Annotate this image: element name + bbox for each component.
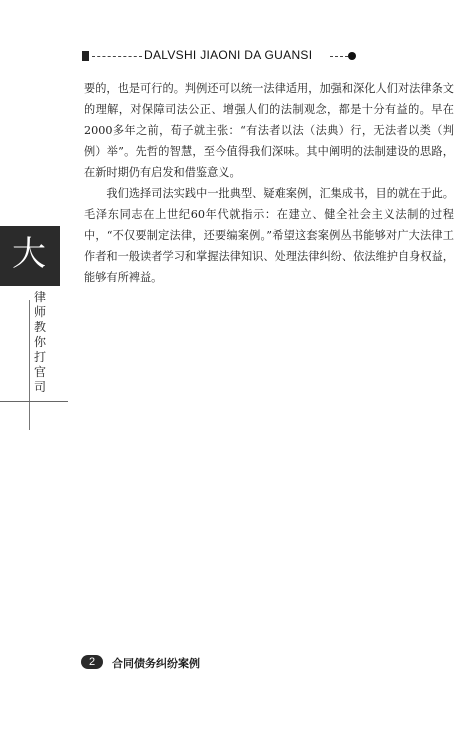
header-dot-mark bbox=[348, 52, 356, 60]
side-char: 司 bbox=[33, 380, 46, 394]
page-number: 2 bbox=[81, 655, 103, 669]
header-dash-right bbox=[330, 56, 348, 57]
side-series-title bbox=[32, 290, 48, 395]
side-char: 师 bbox=[33, 305, 46, 319]
side-series-block bbox=[0, 226, 60, 286]
header-square-mark bbox=[82, 51, 89, 61]
header-title: DALVSHI JIAONI DA GUANSI bbox=[144, 48, 313, 62]
side-char: 官 bbox=[33, 365, 46, 379]
side-char: 教 bbox=[33, 320, 46, 334]
paragraph: 我们选择司法实践中一批典型、疑难案例，汇集成书，目的就在于此。毛泽东同志在上世纪60年代就指示：在建立、健全社会主义法制的过程中，“不仅要制定法律，还要编案例。”希望这套案例丛书能够对广大法律工作者和一般读者学习和掌握法律知识、处理法律纠纷、依法维护自身权益，能够有所裨益。 bbox=[84, 187, 454, 284]
side-char: 律 bbox=[33, 290, 46, 304]
side-horizontal-rule bbox=[0, 401, 68, 402]
side-char: 打 bbox=[33, 350, 46, 364]
side-char: 你 bbox=[33, 335, 46, 349]
body-text bbox=[84, 78, 454, 288]
side-big-char: 大 bbox=[12, 234, 46, 274]
paragraph-continued: 要的，也是可行的。判例还可以统一法律适用，加强和深化人们对法律条文的理解，对保障司法公正、增强人们的法制观念，都是十分有益的。早在2000多年之前，荀子就主张：“有法者以法（法典）行，无法者以类（判例）举”。先哲的智慧，至今值得我们深味。其中阐明的法制建设的思路，在新时期仍有启发和借鉴意义。 bbox=[84, 82, 454, 179]
footer-book-title: 合同债务纠纷案例 bbox=[112, 657, 200, 670]
running-header bbox=[82, 48, 362, 64]
header-dash-left bbox=[92, 56, 142, 57]
side-vertical-rule bbox=[29, 300, 30, 430]
